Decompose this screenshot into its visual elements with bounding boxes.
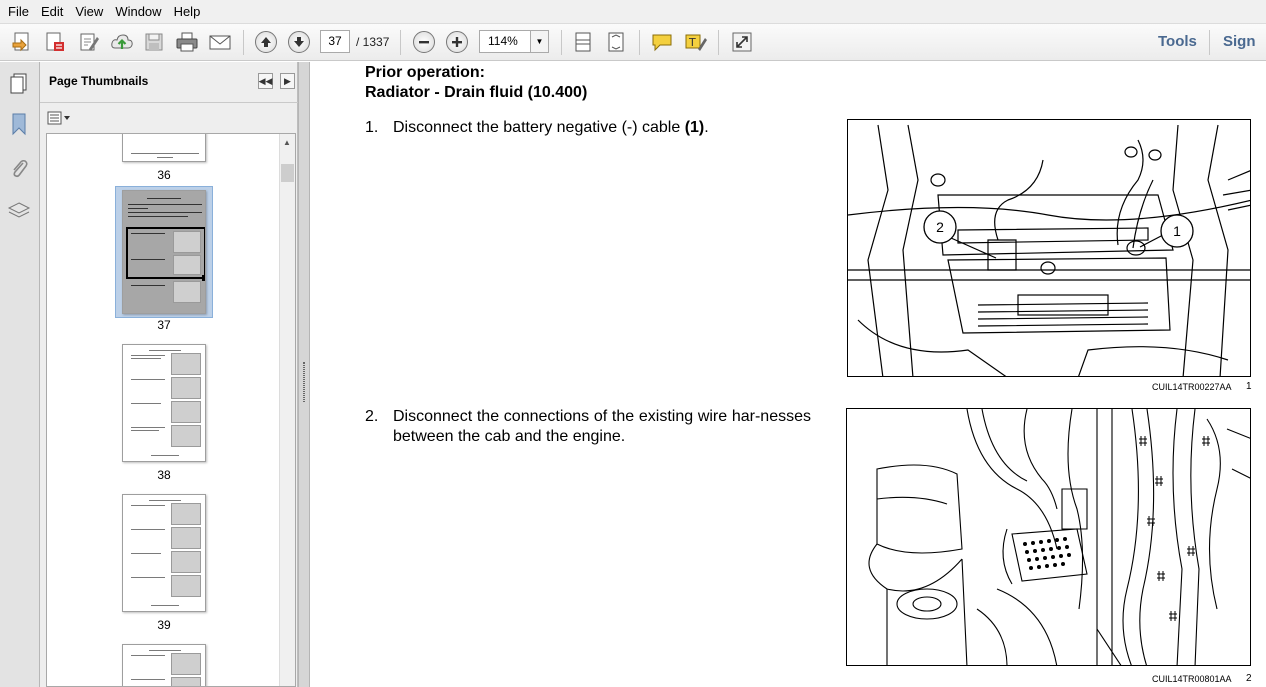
collapse-panel-button[interactable]: ◀◀: [258, 73, 273, 89]
panel-header: [40, 62, 298, 103]
pdf-document-icon: [44, 31, 66, 53]
attachments-tab[interactable]: [6, 156, 32, 182]
toolbar: [0, 24, 1266, 61]
zoom-level-value: 114%: [488, 34, 518, 48]
menu-bar: [0, 0, 1266, 24]
figure-code: CUIL14TR00227AA: [1152, 382, 1232, 392]
svg-text:T: T: [689, 36, 696, 49]
thumbnail-page-39[interactable]: [122, 494, 206, 612]
zoom-level-select[interactable]: [479, 30, 549, 53]
expand-icon: [731, 31, 753, 53]
bookmark-icon: [8, 112, 30, 136]
zoom-in-button[interactable]: [444, 29, 470, 55]
tools-button[interactable]: Tools: [1158, 33, 1197, 50]
menu-view[interactable]: View: [75, 4, 104, 19]
plus-icon: [451, 36, 463, 48]
comment-button[interactable]: [649, 29, 675, 55]
navigation-rail: [0, 62, 40, 687]
fit-page-button[interactable]: [603, 29, 629, 55]
next-page-button[interactable]: [286, 29, 312, 55]
floppy-disk-icon: [143, 31, 165, 53]
figure-wire-harness: [846, 408, 1251, 666]
figure-battery-cable: [847, 119, 1251, 377]
options-menu-icon: [47, 111, 73, 125]
menu-window[interactable]: Window: [115, 4, 162, 19]
sign-button[interactable]: Sign: [1223, 33, 1256, 50]
full-screen-button[interactable]: [729, 29, 755, 55]
step-number: 2.: [365, 408, 379, 425]
thumbnail-page-37[interactable]: [122, 190, 206, 314]
highlight-text-button[interactable]: [683, 29, 709, 55]
thumbnail-list[interactable]: [46, 133, 296, 687]
figure-code: CUIL14TR00801AA: [1152, 674, 1232, 684]
expand-panel-button[interactable]: ▶: [280, 73, 295, 89]
thumbnail-page-40[interactable]: [122, 644, 206, 687]
cloud-upload-icon: [110, 31, 134, 53]
thumbnail-page-38[interactable]: [122, 344, 206, 462]
thumbnail-options-button[interactable]: [47, 110, 73, 126]
thumbnail-scrollbar[interactable]: [279, 134, 295, 687]
prior-operation-link[interactable]: Radiator - Drain fluid (10.400): [365, 84, 588, 101]
thumbnail-label: 38: [157, 468, 171, 482]
menu-edit[interactable]: Edit: [40, 4, 64, 19]
panel-title: Page Thumbnails: [49, 74, 149, 88]
scroll-up-icon[interactable]: ▲: [283, 138, 291, 147]
save-button[interactable]: [141, 29, 167, 55]
printer-icon: [175, 31, 199, 53]
minus-icon: [418, 36, 430, 48]
thumbnail-label: 36: [157, 168, 171, 182]
upload-button[interactable]: [109, 29, 135, 55]
fill-sign-button[interactable]: [76, 29, 102, 55]
step-number: 1.: [365, 119, 379, 136]
layers-icon: [7, 200, 31, 222]
step-text: Disconnect the battery negative (-) cable (1).: [393, 119, 709, 136]
text-markup-icon: [684, 31, 708, 53]
callout-reference: (1): [684, 119, 705, 136]
create-pdf-button[interactable]: [9, 29, 35, 55]
prior-operation-heading: Prior operation:: [365, 64, 486, 81]
envelope-icon: [208, 31, 232, 53]
arrow-up-icon: [259, 35, 273, 49]
callout-1: 1: [1173, 223, 1181, 239]
thumbnail-label: 37: [157, 318, 171, 332]
page-total: / 1337: [356, 35, 390, 49]
fit-page-width-button[interactable]: [570, 29, 596, 55]
battery-illustration: [848, 120, 1251, 377]
figure-number: 1: [1246, 381, 1252, 392]
figure-number: 2: [1246, 673, 1252, 684]
callout-2: 2: [936, 219, 944, 235]
pages-icon: [8, 72, 30, 94]
edit-pdf-button[interactable]: [42, 29, 68, 55]
arrow-down-icon: [292, 35, 306, 49]
speech-bubble-icon: [650, 31, 674, 53]
document-view: [310, 62, 1266, 687]
harness-illustration: [847, 409, 1251, 666]
zoom-out-button[interactable]: [411, 29, 437, 55]
bookmarks-tab[interactable]: [6, 111, 32, 137]
email-button[interactable]: [207, 29, 233, 55]
fit-page-icon: [605, 31, 627, 53]
create-pdf-icon: [11, 31, 33, 53]
menu-help[interactable]: Help: [173, 4, 201, 19]
print-button[interactable]: [174, 29, 200, 55]
chevron-down-icon[interactable]: ▼: [530, 31, 548, 52]
panel-splitter[interactable]: [298, 62, 310, 687]
page-number-input[interactable]: 37: [320, 30, 350, 53]
menu-file[interactable]: File: [8, 4, 29, 19]
edit-form-icon: [78, 31, 100, 53]
thumbnail-page-36[interactable]: [122, 133, 206, 162]
paperclip-icon: [8, 157, 30, 181]
page-thumbnails-tab[interactable]: [6, 70, 32, 96]
scrollbar-thumb[interactable]: [281, 164, 294, 182]
layers-tab[interactable]: [6, 198, 32, 224]
step-text: Disconnect the connections of the existing wire har-nesses between the cab and the engine.: [393, 408, 811, 445]
thumbnail-label: 39: [157, 618, 171, 632]
fit-width-icon: [572, 31, 594, 53]
previous-page-button[interactable]: [253, 29, 279, 55]
thumbnails-panel: [40, 62, 298, 687]
